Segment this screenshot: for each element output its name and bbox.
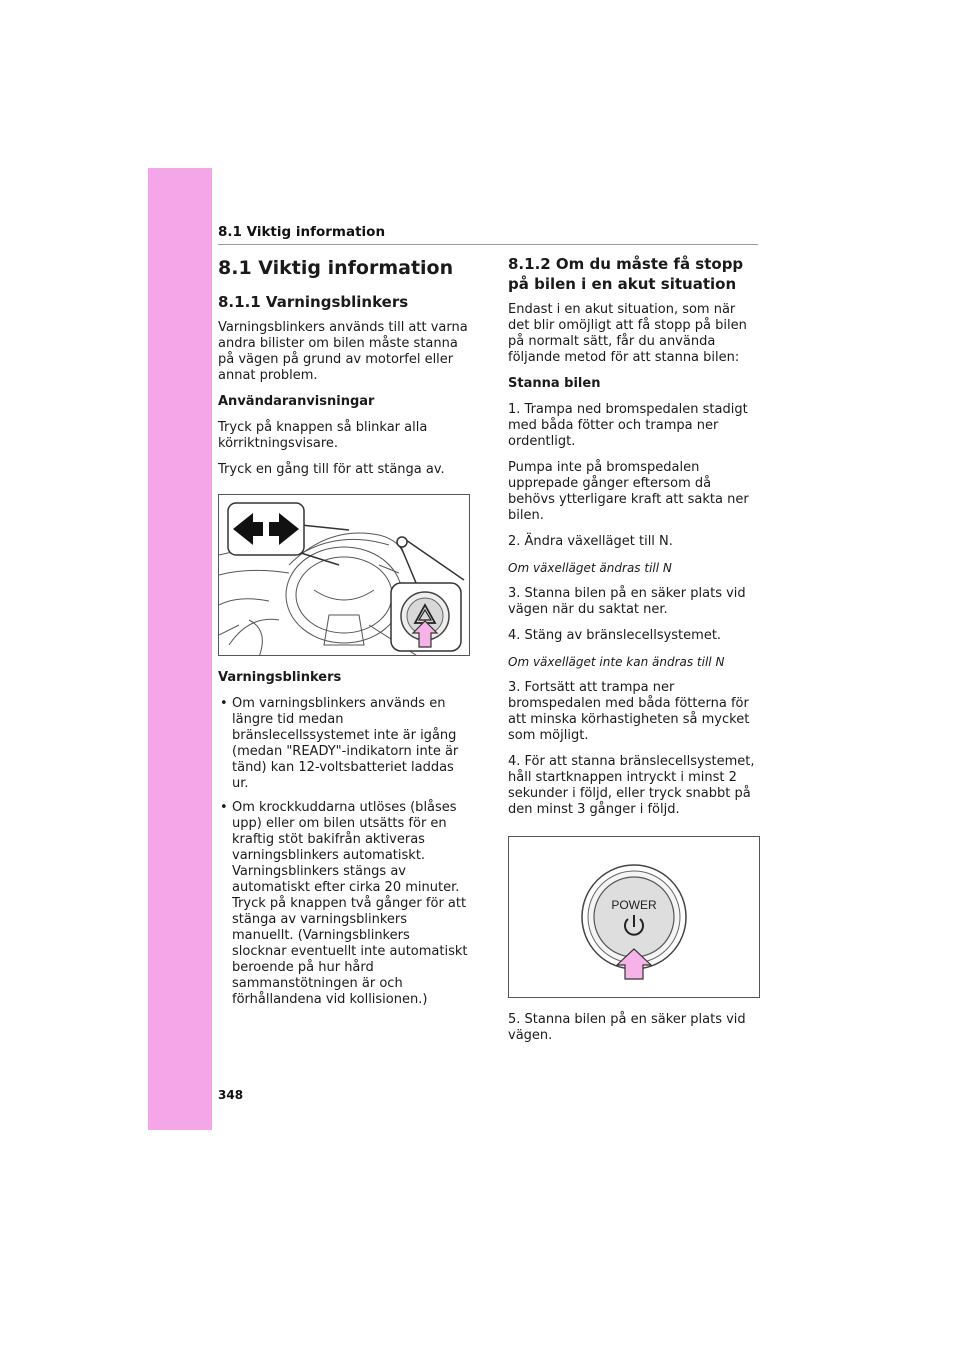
usage-text-2: Tryck en gång till för att stänga av. [218, 462, 445, 477]
power-label: POWER [611, 898, 657, 912]
page-number: 348 [218, 1088, 244, 1102]
list-item: • Om krockkuddarna utlöses (blåses upp) eller om bilen utsätts för en kraftig stöt bakifrån aktiveras varningsblinkers automatiskt. Varningsblinkers stängs av automatiskt efter cirka 20 minuter. Tryck på knappen två gånger för att stänga av varningsblinkers manuellt. (Varningsblinkers slocknar eventuellt inte automatiskt beroende på hur hård sammanstötningen är och förhållandena vid kollisionen.) [218, 800, 468, 1008]
case-a-heading: Om växelläget ändras till N [508, 561, 672, 575]
step-4a: 4. Stäng av bränslecellsystemet. [508, 628, 722, 643]
emergency-intro: Endast i en akut situation, som när det blir omöjligt att få stopp på bilen på normalt sätt, får du använda följande metod för att stanna bilen: [508, 302, 747, 365]
running-header: 8.1 Viktig information [218, 224, 386, 240]
step-1: 1. Trampa ned bromspedalen stadigt med båda fötter och trampa ner ordentligt. [508, 402, 748, 449]
header-divider [218, 244, 758, 245]
step-4b: 4. För att stanna bränslecellsystemet, håll startknappen intryckt i minst 2 sekunder i följd, eller tryck snabbt på den minst 3 gånger i följd. [508, 754, 755, 817]
hazard-button-figure [218, 494, 470, 656]
list-item: • Om varningsblinkers används en längre tid medan bränslecellssystemet inte är igång (medan "READY"-indikatorn inte är tänd) kan 12-voltsbatteriet laddas ur. [218, 696, 468, 792]
usage-heading: Användaranvisningar [218, 394, 375, 409]
step-3a: 3. Stanna bilen på en säker plats vid vägen när du saktat ner. [508, 586, 746, 617]
usage-text-1: Tryck på knappen så blinkar alla körriktningsvisare. [218, 420, 428, 451]
stop-heading: Stanna bilen [508, 376, 601, 391]
power-button-illustration [509, 837, 759, 997]
step-5: 5. Stanna bilen på en säker plats vid vägen. [508, 1012, 746, 1043]
power-button-figure [508, 836, 760, 998]
subsection-title-hazard: 8.1.1 Varningsblinkers [218, 293, 409, 311]
right-column [508, 254, 760, 1054]
hazard-intro: Varningsblinkers används till att varna andra bilister om bilen måste stanna på vägen på grund av motorfel eller annat problem. [218, 320, 468, 383]
figure-caption: Varningsblinkers [218, 670, 342, 685]
subsection-title-emergency: 8.1.2 Om du måste få stopp på bilen i en akut situation [508, 255, 744, 293]
step-2: 2. Ändra växelläget till N. [508, 534, 673, 549]
hazard-notes-list [218, 696, 468, 1008]
left-column [218, 252, 468, 1018]
step-3b: 3. Fortsätt att trampa ner bromspedalen med båda fötterna för att minska körhastigheten så mycket som möjligt. [508, 680, 750, 743]
section-title: 8.1 Viktig information [218, 257, 454, 279]
chapter-sidebar-tab [148, 168, 212, 1130]
step-1-note: Pumpa inte på bromspedalen upprepade gånger eftersom då behövs ytterligare kraft att sakta ner bilen. [508, 460, 749, 523]
dashboard-illustration [219, 495, 470, 656]
case-b-heading: Om växelläget inte kan ändras till N [508, 655, 725, 669]
